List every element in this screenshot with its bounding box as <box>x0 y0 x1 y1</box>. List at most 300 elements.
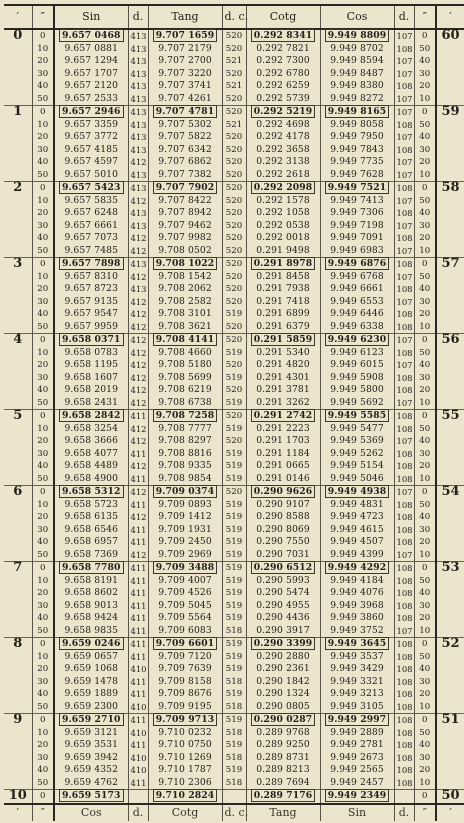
minute-right: 50 <box>436 790 464 804</box>
tang-value <box>148 638 222 651</box>
minute-right <box>436 68 464 81</box>
sin-value-boxed: 9.659 0246 <box>59 637 124 650</box>
cos-value <box>320 29 394 43</box>
seconds-left: 50 <box>32 701 54 714</box>
seconds-left: 50 <box>32 397 54 410</box>
cotg-value: 0.292 7821 <box>246 43 320 56</box>
sin-diff: 412 <box>128 423 148 436</box>
sin-diff: 412 <box>128 384 148 397</box>
sin-value: 9.657 2533 <box>54 93 128 106</box>
minute-right: 53 <box>436 562 464 575</box>
tang-value: 9.709 6083 <box>148 625 222 638</box>
minute-left: 6 <box>4 486 32 499</box>
sin-diff <box>128 790 148 804</box>
seconds-right: 40 <box>414 55 436 68</box>
sin-diff: 410 <box>128 764 148 777</box>
cos-diff: 107 <box>394 220 414 233</box>
seconds-left: 30 <box>32 600 54 613</box>
cos-diff: 108 <box>394 144 414 157</box>
common-diff: 521 <box>222 119 246 132</box>
sin-value: 9.657 9959 <box>54 321 128 334</box>
cotg-value: 0.290 8588 <box>246 511 320 524</box>
cotg-value: 0.290 3917 <box>246 625 320 638</box>
cotg-value-boxed: 0.292 8341 <box>251 29 316 42</box>
seconds-left: 0 <box>32 638 54 651</box>
sin-value: 9.658 1195 <box>54 359 128 372</box>
cotg-value: 0.290 7550 <box>246 536 320 549</box>
cos-diff: 107 <box>394 169 414 182</box>
cotg-value <box>246 258 320 271</box>
seconds-right: 30 <box>414 68 436 81</box>
sin-diff: 411 <box>128 473 148 486</box>
seconds-right: 50 <box>414 119 436 132</box>
cotg-value: 0.290 4436 <box>246 612 320 625</box>
minute-left: 10 <box>4 790 32 804</box>
sin-diff: 413 <box>128 119 148 132</box>
sin-value: 9.659 1889 <box>54 688 128 701</box>
seconds-right: 30 <box>414 676 436 689</box>
cos-value: 9.949 8594 <box>320 55 394 68</box>
header-minutes-left: ′ <box>4 5 32 29</box>
seconds-left: 50 <box>32 321 54 334</box>
tang-value-boxed: 9.707 1659 <box>153 29 218 42</box>
sin-value: 9.659 3531 <box>54 739 128 752</box>
common-diff: 520 <box>222 334 246 347</box>
sin-value: 9.659 1478 <box>54 676 128 689</box>
cotg-value <box>246 182 320 195</box>
seconds-left: 40 <box>32 612 54 625</box>
table-row <box>4 144 464 157</box>
tang-value: 9.709 9195 <box>148 701 222 714</box>
table-row <box>4 701 464 714</box>
table-row <box>4 727 464 740</box>
footer-seconds-left: ″ <box>32 804 54 821</box>
minute-right <box>436 119 464 132</box>
header-diff-common: d. c. <box>222 5 246 29</box>
cos-value: 9.949 2457 <box>320 777 394 790</box>
seconds-right: 40 <box>414 663 436 676</box>
minute-left <box>4 347 32 360</box>
cos-value-boxed: 9.949 2997 <box>325 713 390 726</box>
tang-value: 9.708 9335 <box>148 460 222 473</box>
seconds-right: 20 <box>414 460 436 473</box>
seconds-left: 20 <box>32 283 54 296</box>
sin-diff: 411 <box>128 600 148 613</box>
minute-left <box>4 524 32 537</box>
seconds-left: 30 <box>32 372 54 385</box>
cos-value: 9.949 4615 <box>320 524 394 537</box>
cos-value: 9.949 8380 <box>320 80 394 93</box>
common-diff: 519 <box>222 499 246 512</box>
table-row <box>4 245 464 258</box>
minute-right <box>436 536 464 549</box>
cos-diff: 108 <box>394 410 414 423</box>
table-row <box>4 207 464 220</box>
seconds-right: 40 <box>414 131 436 144</box>
minute-right <box>436 195 464 208</box>
cos-diff: 108 <box>394 43 414 56</box>
tang-value: 9.707 2179 <box>148 43 222 56</box>
table-row <box>4 499 464 512</box>
sin-value: 9.658 4077 <box>54 448 128 461</box>
sin-diff: 413 <box>128 106 148 119</box>
table-row <box>4 448 464 461</box>
cos-diff: 108 <box>394 651 414 664</box>
cos-value: 9.949 5692 <box>320 397 394 410</box>
sin-diff: 412 <box>128 359 148 372</box>
sin-diff: 411 <box>128 714 148 727</box>
seconds-left: 40 <box>32 308 54 321</box>
sin-value <box>54 106 128 119</box>
cos-diff: 108 <box>394 321 414 334</box>
sin-value: 9.658 7369 <box>54 549 128 562</box>
cotg-value: 0.291 7418 <box>246 296 320 309</box>
cos-value: 9.949 2565 <box>320 764 394 777</box>
table-row <box>4 232 464 245</box>
sin-value: 9.658 3254 <box>54 423 128 436</box>
minute-left <box>4 131 32 144</box>
sin-diff: 411 <box>128 575 148 588</box>
sin-diff: 412 <box>128 232 148 245</box>
seconds-left: 40 <box>32 688 54 701</box>
minute-right <box>436 359 464 372</box>
table-header <box>4 5 464 29</box>
sin-value <box>54 258 128 271</box>
cos-value: 9.949 6661 <box>320 283 394 296</box>
table-row <box>4 283 464 296</box>
seconds-right: 50 <box>414 651 436 664</box>
cos-value: 9.949 4076 <box>320 587 394 600</box>
cos-diff: 108 <box>394 752 414 765</box>
minute-left <box>4 435 32 448</box>
sin-value: 9.658 2431 <box>54 397 128 410</box>
cos-value: 9.949 8702 <box>320 43 394 56</box>
table-row <box>4 220 464 233</box>
sin-diff: 412 <box>128 271 148 284</box>
sin-diff: 412 <box>128 511 148 524</box>
tang-value: 9.709 2969 <box>148 549 222 562</box>
common-diff: 519 <box>222 397 246 410</box>
table-row <box>4 55 464 68</box>
cos-value: 9.949 6123 <box>320 347 394 360</box>
common-diff: 518 <box>222 701 246 714</box>
cotg-value: 0.290 5993 <box>246 575 320 588</box>
cos-value: 9.949 6446 <box>320 308 394 321</box>
table-row <box>4 119 464 132</box>
cotg-value: 0.292 0538 <box>246 220 320 233</box>
common-diff: 519 <box>222 549 246 562</box>
cos-diff: 108 <box>394 347 414 360</box>
seconds-right: 20 <box>414 308 436 321</box>
seconds-left: 20 <box>32 55 54 68</box>
cos-diff: 108 <box>394 575 414 588</box>
cos-value: 9.949 2673 <box>320 752 394 765</box>
sin-value: 9.657 2120 <box>54 80 128 93</box>
cos-diff <box>394 790 414 804</box>
seconds-left: 0 <box>32 486 54 499</box>
sin-diff: 412 <box>128 486 148 499</box>
cos-value: 9.949 7198 <box>320 220 394 233</box>
cotg-value: 0.292 2618 <box>246 169 320 182</box>
seconds-left: 20 <box>32 131 54 144</box>
tang-value-boxed: 9.708 1022 <box>153 257 218 270</box>
sin-diff: 413 <box>128 144 148 157</box>
common-diff: 518 <box>222 727 246 740</box>
sin-value-boxed: 9.659 5173 <box>59 789 124 802</box>
sin-diff: 413 <box>128 283 148 296</box>
seconds-right: 40 <box>414 511 436 524</box>
sin-diff: 412 <box>128 195 148 208</box>
sin-diff: 412 <box>128 372 148 385</box>
minute-left <box>4 80 32 93</box>
minute-left <box>4 663 32 676</box>
minute-right <box>436 347 464 360</box>
sin-diff: 411 <box>128 499 148 512</box>
common-diff: 519 <box>222 524 246 537</box>
cos-diff: 108 <box>394 524 414 537</box>
table-row <box>4 663 464 676</box>
cotg-value-boxed: 0.290 3399 <box>251 637 316 650</box>
minute-left <box>4 600 32 613</box>
cos-value: 9.949 5477 <box>320 423 394 436</box>
cos-value: 9.949 8487 <box>320 68 394 81</box>
sin-value-boxed: 9.658 7780 <box>59 561 124 574</box>
cotg-value: 0.292 1058 <box>246 207 320 220</box>
sin-diff: 411 <box>128 739 148 752</box>
cos-value: 9.949 3213 <box>320 688 394 701</box>
seconds-left: 0 <box>32 258 54 271</box>
tang-value: 9.707 9982 <box>148 232 222 245</box>
table-row <box>4 651 464 664</box>
seconds-left: 0 <box>32 790 54 804</box>
minute-right <box>436 435 464 448</box>
tang-value-boxed: 9.710 2824 <box>153 789 218 802</box>
table-row <box>4 612 464 625</box>
seconds-left: 10 <box>32 575 54 588</box>
common-diff: 520 <box>222 106 246 119</box>
sin-value-boxed: 9.657 2946 <box>59 105 124 118</box>
common-diff: 520 <box>222 220 246 233</box>
sin-value <box>54 790 128 804</box>
seconds-right: 50 <box>414 727 436 740</box>
cos-value <box>320 334 394 347</box>
minute-right <box>436 131 464 144</box>
seconds-right: 40 <box>414 283 436 296</box>
common-diff: 519 <box>222 638 246 651</box>
sin-value: 9.657 8723 <box>54 283 128 296</box>
seconds-left: 40 <box>32 460 54 473</box>
seconds-right: 40 <box>414 435 436 448</box>
minute-right <box>436 308 464 321</box>
sin-diff: 410 <box>128 752 148 765</box>
common-diff: 520 <box>222 435 246 448</box>
table-row <box>4 43 464 56</box>
cos-value: 9.949 8272 <box>320 93 394 106</box>
table-row <box>4 790 464 804</box>
seconds-left: 30 <box>32 676 54 689</box>
sin-diff: 413 <box>128 43 148 56</box>
seconds-right: 50 <box>414 271 436 284</box>
tang-value: 9.710 1269 <box>148 752 222 765</box>
cos-diff: 107 <box>394 359 414 372</box>
tang-value <box>148 106 222 119</box>
sin-value-boxed: 9.657 7898 <box>59 257 124 270</box>
sin-value: 9.658 9424 <box>54 612 128 625</box>
seconds-left: 10 <box>32 347 54 360</box>
minute-left <box>4 651 32 664</box>
seconds-left: 20 <box>32 587 54 600</box>
tang-value: 9.709 0893 <box>148 499 222 512</box>
sin-value: 9.658 6546 <box>54 524 128 537</box>
cos-value: 9.949 7628 <box>320 169 394 182</box>
tang-value: 9.709 1412 <box>148 511 222 524</box>
seconds-right: 0 <box>414 486 436 499</box>
seconds-left: 20 <box>32 207 54 220</box>
seconds-right: 10 <box>414 169 436 182</box>
sin-diff: 410 <box>128 701 148 714</box>
cos-diff: 107 <box>394 106 414 119</box>
cos-diff: 108 <box>394 562 414 575</box>
tang-value: 9.708 5699 <box>148 372 222 385</box>
minute-left <box>4 752 32 765</box>
cos-diff: 107 <box>394 156 414 169</box>
cos-value <box>320 258 394 271</box>
cos-diff: 108 <box>394 587 414 600</box>
seconds-left: 0 <box>32 29 54 43</box>
cos-value-boxed: 9.949 5585 <box>325 409 390 422</box>
cos-diff: 107 <box>394 625 414 638</box>
footer-seconds-right: ″ <box>414 804 436 821</box>
sin-diff: 413 <box>128 169 148 182</box>
tang-value: 9.707 5302 <box>148 119 222 132</box>
tang-value: 9.709 2450 <box>148 536 222 549</box>
tang-value <box>148 258 222 271</box>
common-diff: 521 <box>222 80 246 93</box>
table-row <box>4 764 464 777</box>
cotg-value: 0.291 0146 <box>246 473 320 486</box>
tang-value: 9.707 8942 <box>148 207 222 220</box>
cos-diff: 107 <box>394 245 414 258</box>
sin-value <box>54 182 128 195</box>
table-row <box>4 486 464 499</box>
cos-diff: 107 <box>394 334 414 347</box>
minute-right <box>436 612 464 625</box>
sin-diff: 411 <box>128 612 148 625</box>
tang-value: 9.708 7777 <box>148 423 222 436</box>
cos-diff: 108 <box>394 473 414 486</box>
sin-diff: 410 <box>128 727 148 740</box>
common-diff: 519 <box>222 562 246 575</box>
table-row <box>4 600 464 613</box>
table-row <box>4 575 464 588</box>
minute-right <box>436 688 464 701</box>
tang-value: 9.709 5045 <box>148 600 222 613</box>
sin-value: 9.657 6248 <box>54 207 128 220</box>
table-row <box>4 296 464 309</box>
sin-value: 9.657 4185 <box>54 144 128 157</box>
minute-right <box>436 663 464 676</box>
table-row <box>4 80 464 93</box>
sin-value: 9.658 6135 <box>54 511 128 524</box>
tang-value: 9.708 3621 <box>148 321 222 334</box>
tang-value: 9.710 2306 <box>148 777 222 790</box>
common-diff: 520 <box>222 144 246 157</box>
seconds-right: 0 <box>414 258 436 271</box>
sin-value: 9.658 6957 <box>54 536 128 549</box>
minute-right: 51 <box>436 714 464 727</box>
header-cotg: Cotg <box>246 5 320 29</box>
common-diff: 518 <box>222 777 246 790</box>
minute-right <box>436 423 464 436</box>
tang-value: 9.707 3220 <box>148 68 222 81</box>
tang-value: 9.709 7120 <box>148 651 222 664</box>
common-diff: 520 <box>222 486 246 499</box>
minute-right <box>436 448 464 461</box>
common-diff: 520 <box>222 169 246 182</box>
sin-value <box>54 410 128 423</box>
cos-diff: 108 <box>394 612 414 625</box>
seconds-right: 50 <box>414 43 436 56</box>
cos-value-boxed: 9.949 6230 <box>325 333 390 346</box>
minute-right: 57 <box>436 258 464 271</box>
minute-right <box>436 587 464 600</box>
header-seconds-left: ″ <box>32 5 54 29</box>
sin-value: 9.657 1294 <box>54 55 128 68</box>
sin-value: 9.657 6661 <box>54 220 128 233</box>
cos-diff: 108 <box>394 283 414 296</box>
tang-value: 9.709 8676 <box>148 688 222 701</box>
sin-value: 9.657 9135 <box>54 296 128 309</box>
tang-value: 9.707 4261 <box>148 93 222 106</box>
tang-value: 9.707 9462 <box>148 220 222 233</box>
cotg-value: 0.290 4955 <box>246 600 320 613</box>
sin-diff: 413 <box>128 258 148 271</box>
table-row <box>4 68 464 81</box>
common-diff: 520 <box>222 232 246 245</box>
cos-value: 9.949 5800 <box>320 384 394 397</box>
cos-value: 9.949 7091 <box>320 232 394 245</box>
common-diff: 520 <box>222 182 246 195</box>
tang-value <box>148 182 222 195</box>
table-row <box>4 384 464 397</box>
seconds-right: 0 <box>414 29 436 43</box>
common-diff: 520 <box>222 93 246 106</box>
seconds-left: 50 <box>32 625 54 638</box>
cos-value: 9.949 5046 <box>320 473 394 486</box>
sin-diff: 411 <box>128 676 148 689</box>
seconds-right: 10 <box>414 473 436 486</box>
minute-right <box>436 511 464 524</box>
table-row <box>4 511 464 524</box>
seconds-left: 10 <box>32 43 54 56</box>
table-row <box>4 131 464 144</box>
seconds-right: 10 <box>414 701 436 714</box>
tang-value-boxed: 9.707 4781 <box>153 105 218 118</box>
minute-right <box>436 271 464 284</box>
seconds-left: 20 <box>32 663 54 676</box>
minute-right <box>436 499 464 512</box>
sin-diff: 411 <box>128 625 148 638</box>
cotg-value-boxed: 0.292 5219 <box>251 105 316 118</box>
common-diff: 519 <box>222 460 246 473</box>
seconds-left: 0 <box>32 410 54 423</box>
sin-diff: 411 <box>128 587 148 600</box>
header-tang: Tang <box>148 5 222 29</box>
cotg-value: 0.291 1703 <box>246 435 320 448</box>
cotg-value: 0.291 5340 <box>246 347 320 360</box>
seconds-left: 10 <box>32 271 54 284</box>
seconds-right: 20 <box>414 536 436 549</box>
